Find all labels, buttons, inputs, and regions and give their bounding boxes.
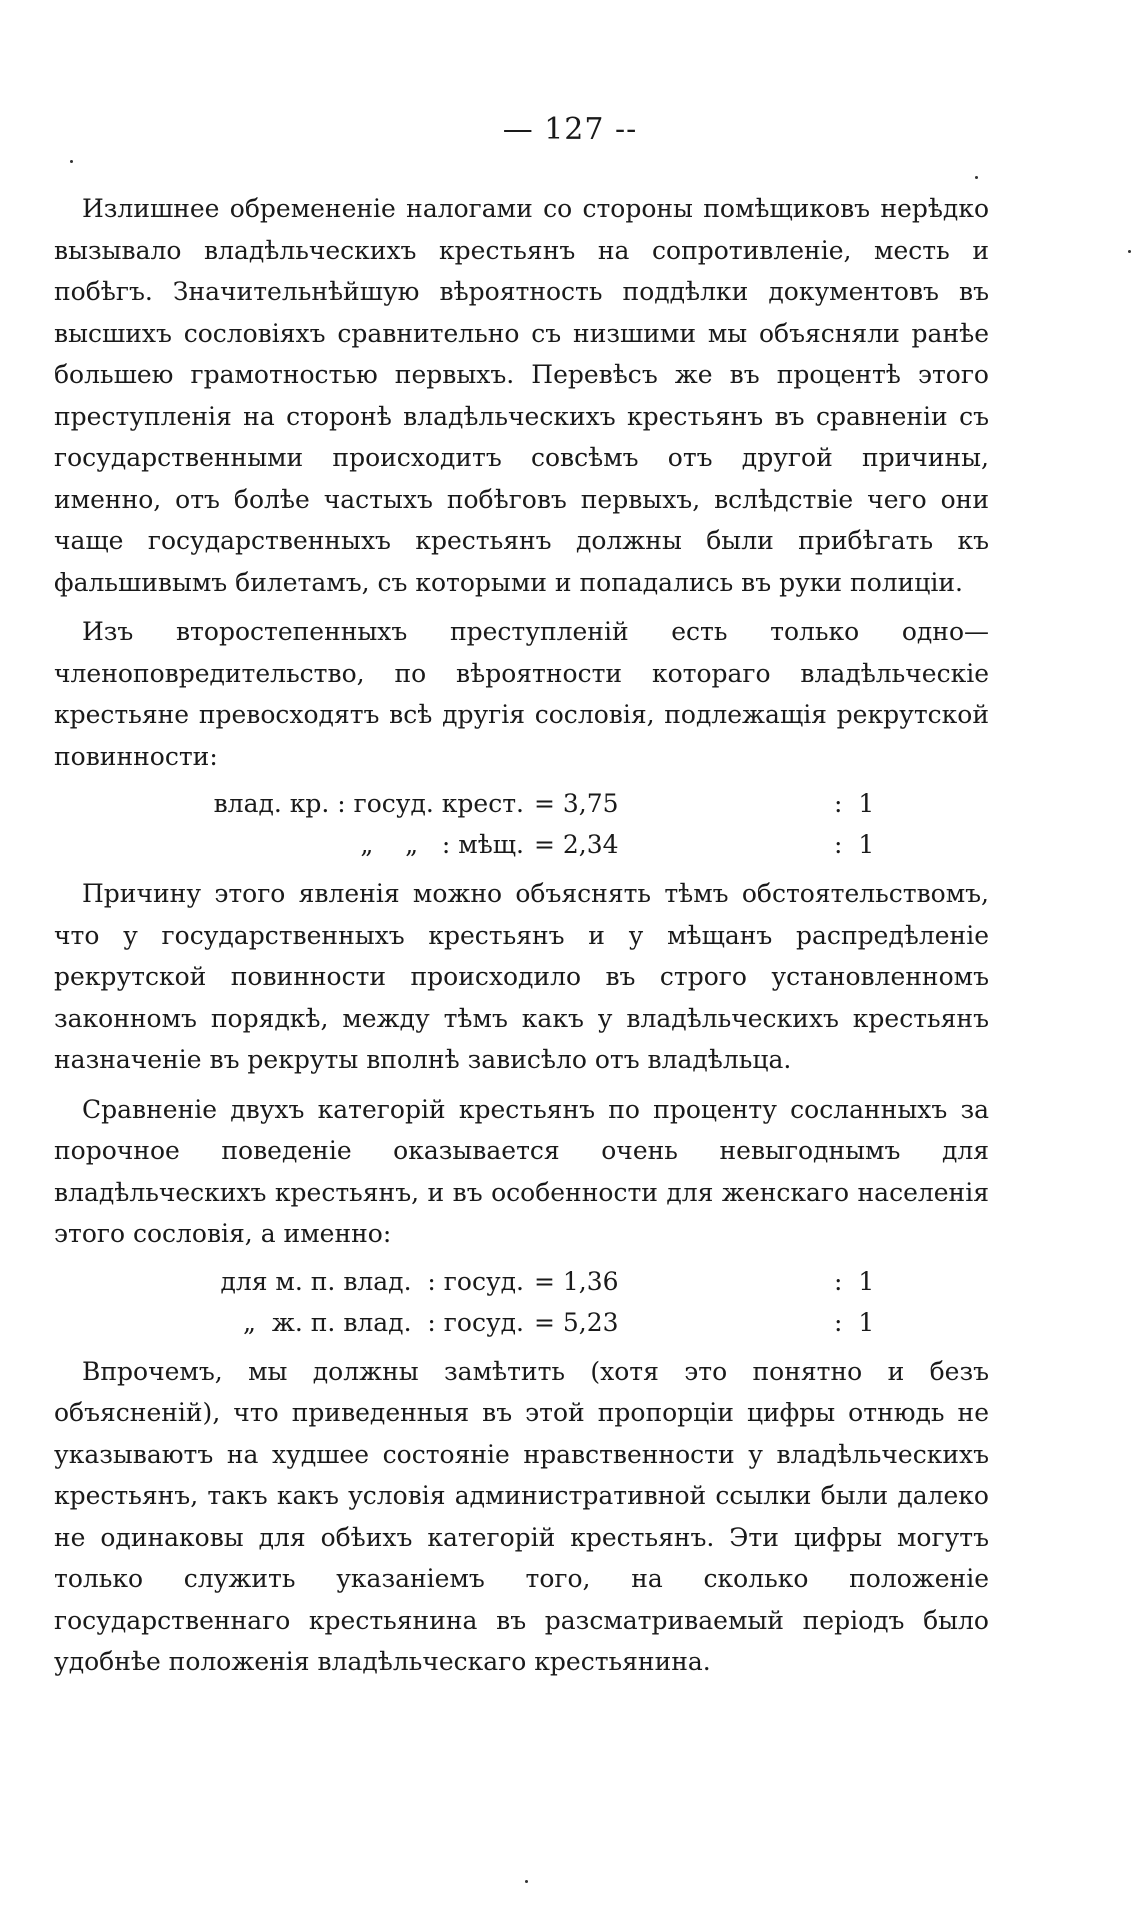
- formula-left: влад. кр. : госуд. крест.: [213, 789, 524, 818]
- formula-left: для м. п. влад. : госуд.: [220, 1266, 524, 1296]
- paragraph-4: Сравненіе двухъ категорій крестьянъ по проценту сосланныхъ за порочное поведеніе оказывается очень невыгоднымъ для владѣльческихъ крестьянъ, и въ особенности для женскаго населенія этого сословія, а именно:: [54, 1094, 989, 1248]
- scan-speck: [70, 160, 73, 163]
- formula-recruit-ratio: [54, 783, 989, 865]
- formula-left: „ ж. п. влад. : госуд.: [243, 1307, 524, 1337]
- scan-speck: [1128, 250, 1131, 253]
- formula-left: „ „ : мѣщ.: [360, 830, 524, 859]
- formula-value: = 5,23: [534, 1307, 619, 1337]
- formula-row: [54, 1302, 989, 1343]
- body-text: [54, 188, 989, 1683]
- paragraph-3: Причину этого явленія можно объяснять тѣмъ обстоятельствомъ, что у государственныхъ крестьянъ и у мѣщанъ распредѣленіе рекрутской повинности происходило въ строго установленномъ законномъ порядкѣ, между тѣмъ какъ у владѣльческихъ крестьянъ назначеніе въ рекруты вполнѣ зависѣло отъ владѣльца.: [54, 879, 989, 1074]
- formula-row: [54, 824, 989, 865]
- paragraph-2: Изъ второстепенныхъ преступленій есть только одно—членоповредительство, по вѣроятности котораго владѣльческіе крестьяне превосходятъ всѣ другія сословія, подлежащія рекрутской повинности:: [54, 617, 989, 771]
- formula-value: = 1,36: [534, 1266, 619, 1296]
- formula-row: [54, 783, 989, 824]
- page-number: — 127 --: [502, 112, 638, 147]
- paragraph-5: Впрочемъ, мы должны замѣтить (хотя это понятно и безъ объясненій), что приведенныя въ этой пропорціи цифры отнюдь не указываютъ на худшее состояніе нравственности у владѣльческихъ крестьянъ, такъ какъ условія административной ссылки были далеко не одинаковы для обѣихъ категорій крестьянъ. Эти цифры могутъ только служить указаніемъ того, на сколько положеніе государственнаго крестьянина въ разсматриваемый періодъ было удобнѣе положенія владѣльческаго крестьянина.: [54, 1356, 989, 1676]
- paragraph-1: Излишнее обремененіе налогами со стороны помѣщиковъ нерѣдко вызывало владѣльческихъ крестьянъ на сопротивленіе, месть и побѣгъ. Значительнѣйшую вѣроятность поддѣлки документовъ въ высшихъ сословіяхъ сравнительно съ низшими мы объясняли ранѣе большею грамотностью первыхъ. Перевѣсъ же въ процентѣ этого преступленія на сторонѣ владѣльческихъ крестьянъ въ сравненіи съ государственными происходитъ совсѣмъ отъ другой причины, именно, отъ болѣе частыхъ побѣговъ первыхъ, вслѣдствіе чего они чаще государственныхъ крестьянъ должны были прибѣгать къ фальшивымъ билетамъ, съ которыми и попадались въ руки полиціи.: [54, 194, 989, 597]
- formula-ratio: : 1: [834, 789, 875, 818]
- formula-ratio: : 1: [834, 1266, 875, 1296]
- formula-value: = 3,75: [534, 789, 619, 818]
- formula-exile-ratio: [54, 1261, 989, 1343]
- formula-row: [54, 1261, 989, 1302]
- formula-ratio: : 1: [834, 1307, 875, 1337]
- formula-ratio: : 1: [834, 830, 875, 859]
- scan-speck: [525, 1880, 528, 1883]
- formula-value: = 2,34: [534, 830, 619, 859]
- scan-speck: [975, 176, 978, 179]
